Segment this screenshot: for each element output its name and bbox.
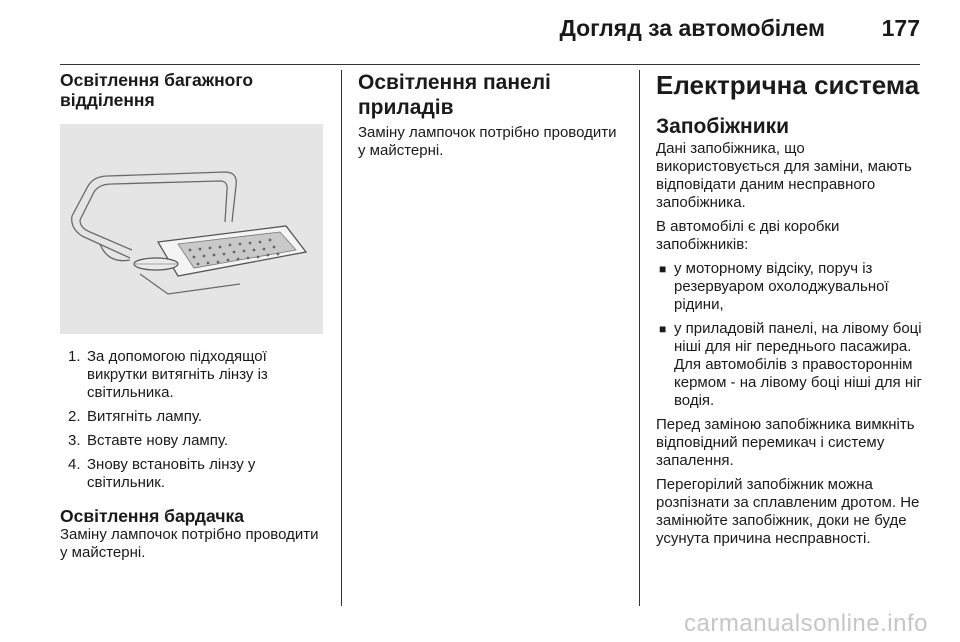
- column-electrical-system: [656, 70, 931, 554]
- fuse-box-list: [656, 260, 931, 410]
- fuses-paragraph: Перед заміною запобіжника вимкніть відповідний перемикач і систему запалення.: [656, 416, 915, 469]
- column-instrument-light: [358, 70, 628, 166]
- trunk-light-heading: Освітлення багажного відділення: [60, 70, 254, 110]
- list-item: 2. Витягніть лампу.: [68, 408, 203, 425]
- fuses-paragraph: Дані запобіжника, що використовується для заміни, мають відповідати даним несправного запобіжника.: [656, 140, 912, 211]
- fuses-heading: Запобіжники: [656, 115, 790, 138]
- column-trunk-light: [60, 70, 325, 568]
- trunk-light-lamp-illustration: [60, 124, 323, 334]
- list-item: 3. Вставте нову лампу.: [68, 432, 229, 449]
- list-item: 1. За допомогою підходящої викрутки витягніть лінзу із світильника.: [68, 348, 268, 401]
- section-title: Догляд за автомобілем: [559, 15, 825, 41]
- page-header: [60, 0, 920, 65]
- instrument-light-text: Заміну лампочок потрібно проводити у майстерні.: [358, 124, 617, 159]
- column-divider: [341, 70, 342, 606]
- list-item: ■ у моторному відсіку, поруч із резервуаром охолоджувальної рідини,: [659, 260, 889, 313]
- bullet-icon: ■: [659, 262, 667, 276]
- replacement-steps: [60, 348, 325, 492]
- instrument-light-heading: Освітлення панелі приладів: [358, 71, 551, 119]
- watermark: carmanualsonline.info: [684, 610, 928, 637]
- list-item: ■ у приладовій панелі, на лівому боці ніші для ніг переднього пасажира. Для автомобілів з правостороннім кермом - на лівому боці ніші для ніг водія.: [659, 320, 922, 409]
- fuses-paragraph: Перегорілий запобіжник можна розпізнати за сплавленим дротом. Не замінюйте запобіжник, доки не буде усунута причина несправності.: [656, 476, 920, 547]
- glovebox-light-heading: Освітлення бардачка: [60, 506, 244, 526]
- fuses-paragraph: В автомобілі є дві коробки запобіжників:: [656, 218, 840, 253]
- electrical-system-heading: Електрична система: [656, 70, 920, 100]
- bullet-icon: ■: [659, 322, 667, 336]
- list-item: 4. Знову встановіть лінзу у світильник.: [68, 456, 256, 491]
- page-number: 177: [881, 15, 920, 41]
- lamp-illustration-svg: [60, 124, 323, 334]
- glovebox-light-text: Заміну лампочок потрібно проводити у майстерні.: [60, 526, 319, 561]
- column-divider: [639, 70, 640, 606]
